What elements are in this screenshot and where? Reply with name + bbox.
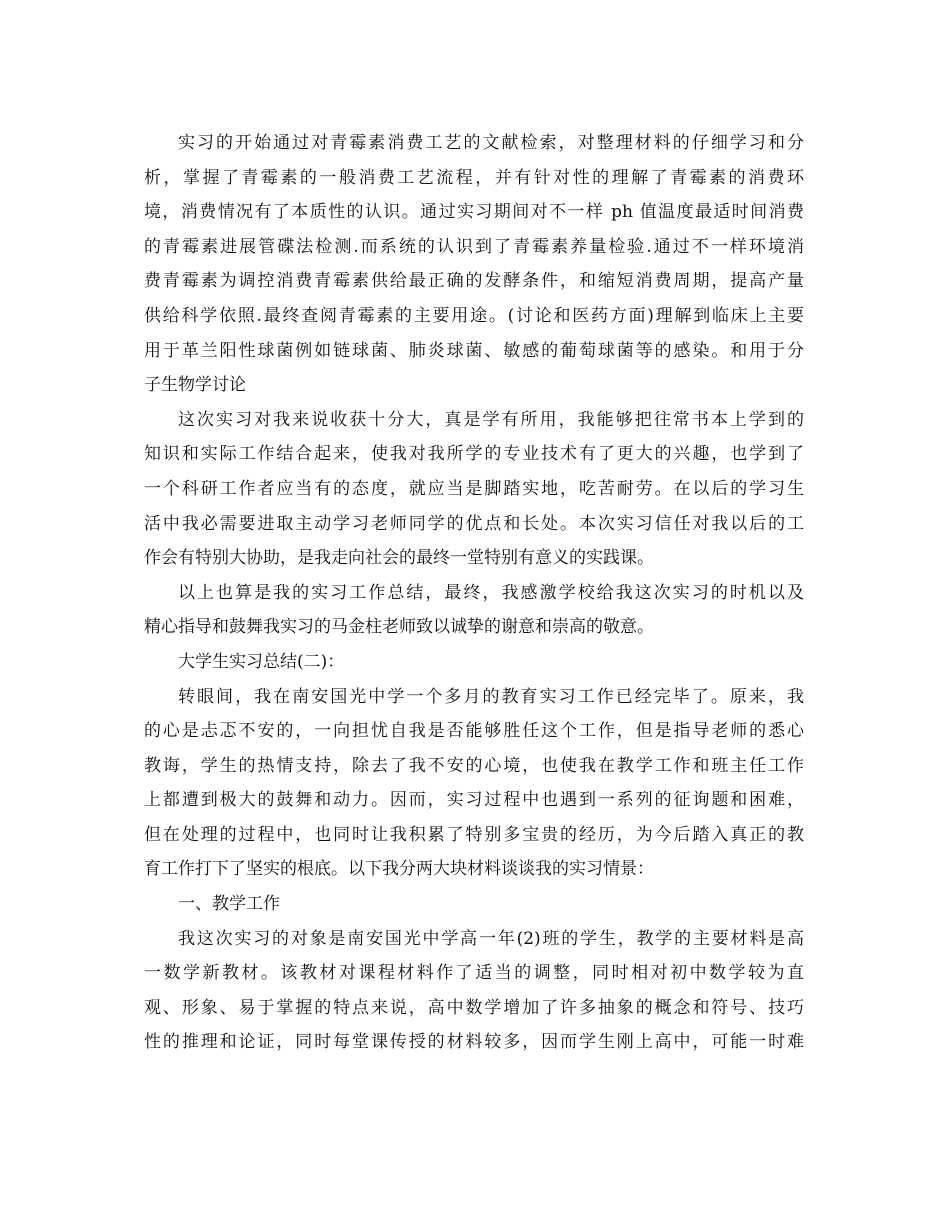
- text-line: 育工作打下了坚实的根底。以下我分两大块材料谈谈我的实习情景：: [144, 859, 654, 880]
- text-line: 这次实习对我来说收获十分大，真是学有所用，我能够把往常书本上学到的: [178, 409, 804, 430]
- text-line: 的青霉素进展管碟法检测.而系统的认识到了青霉素养量检验.通过不一样环境消: [144, 236, 804, 257]
- text-line: 转眼间，我在南安国光中学一个多月的教育实习工作已经完毕了。原来，我: [178, 686, 804, 707]
- text-line: 但在处理的过程中，也同时让我积累了特别多宝贵的经历，为今后踏入真正的教: [144, 824, 804, 845]
- text-line: 活中我必需要进取主动学习老师同学的优点和长处。本次实习信任对我以后的工: [144, 513, 804, 534]
- text-line: 用于革兰阳性球菌例如链球菌、肺炎球菌、敏感的葡萄球菌等的感染。和用于分: [144, 340, 804, 361]
- text-line: 析，掌握了青霉素的一般消费工艺流程，并有针对性的理解了青霉素的消费环: [144, 167, 804, 188]
- text-line: 一、教学工作: [178, 894, 280, 915]
- text-line: 境，消费情况有了本质性的认识。通过实习期间对不一样 ph 值温度最适时间消费: [144, 202, 804, 223]
- text-line: 知识和实际工作结合起来，使我对我所学的专业技术有了更大的兴趣，也学到了: [144, 444, 804, 465]
- text-line: 费青霉素为调控消费青霉素供给最正确的发酵条件，和缩短消费周期，提高产量: [144, 271, 804, 292]
- text-line: 一数学新教材。该教材对课程材料作了适当的调整，同时相对初中数学较为直: [144, 963, 804, 984]
- text-line: 观、形象、易于掌握的特点来说，高中数学增加了许多抽象的概念和符号、技巧: [144, 997, 804, 1018]
- text-line: 子生物学讨论: [144, 375, 246, 396]
- text-line: 上都遭到极大的鼓舞和动力。因而，实习过程中也遇到一系列的征询题和困难，: [144, 790, 804, 811]
- text-line: 精心指导和鼓舞我实习的马金柱老师致以诚挚的谢意和崇高的敬意。: [144, 617, 654, 638]
- document-body: [144, 126, 804, 1060]
- text-line: 作会有特别大协助，是我走向社会的最终一堂特别有意义的实践课。: [144, 548, 654, 569]
- text-line: 性的推理和论证，同时每堂课传授的材料较多，因而学生刚上高中，可能一时难: [144, 1032, 804, 1053]
- text-line: 教诲，学生的热情支持，除去了我不安的心境，也使我在教学工作和班主任工作: [144, 755, 804, 776]
- text-line: 我这次实习的对象是南安国光中学高一年(2)班的学生，教学的主要材料是高: [178, 928, 804, 949]
- text-line: 一个科研工作者应当有的态度，就应当是脚踏实地，吃苦耐劳。在以后的学习生: [144, 478, 804, 499]
- text-line: 大学生实习总结(二)：: [178, 651, 345, 672]
- text-line: 供给科学依照.最终查阅青霉素的主要用途。(讨论和医药方面)理解到临床上主要: [144, 305, 804, 326]
- text-line: 实习的开始通过对青霉素消费工艺的文献检索，对整理材料的仔细学习和分: [178, 133, 804, 153]
- text-line: 的心是忐忑不安的，一向担忧自我是否能够胜任这个工作，但是指导老师的悉心: [144, 721, 804, 742]
- text-line: 以上也算是我的实习工作总结，最终，我感激学校给我这次实习的时机以及: [178, 582, 804, 603]
